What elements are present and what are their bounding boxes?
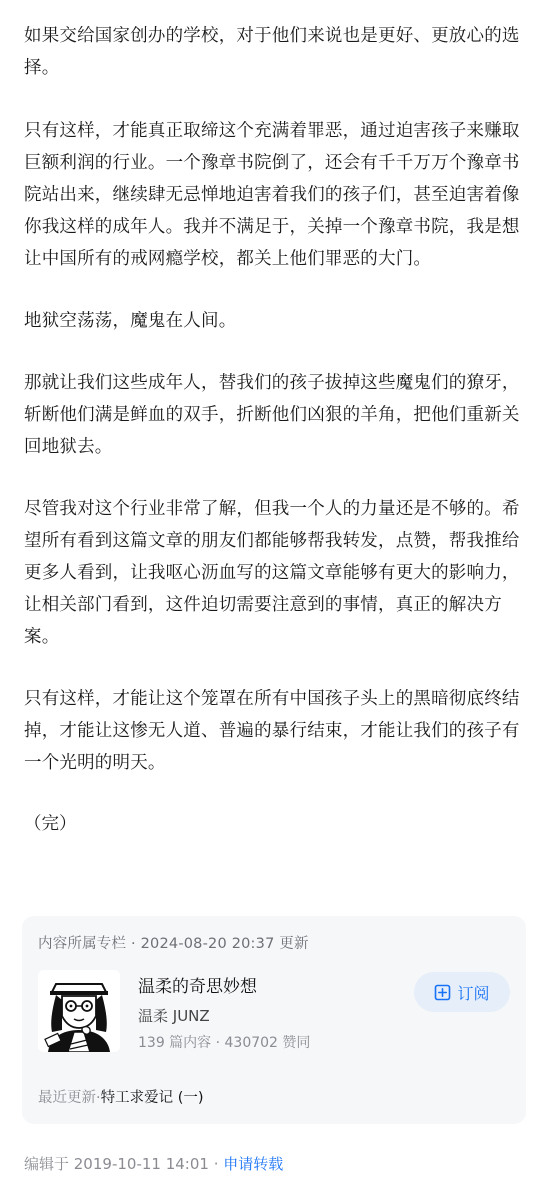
column-avatar[interactable] <box>38 970 120 1052</box>
recent-update-prefix: 最近更新· <box>38 1090 101 1106</box>
article-paragraph: 如果交给国家创办的学校，对于他们来说也是更好、更放心的选择。 <box>24 26 520 78</box>
repost-request-link[interactable]: 申请转载 <box>223 1155 284 1173</box>
column-stats: 139 篇内容 · 430702 赞同 <box>138 1035 311 1051</box>
edited-time: 编辑于 2019-10-11 14:01 · <box>24 1155 224 1173</box>
subscribe-button[interactable] <box>414 972 510 1012</box>
article-paragraph: 地狱空荡荡，魔鬼在人间。 <box>24 311 237 331</box>
article-paragraph: 尽管我对这个行业非常了解，但我一个人的力量还是不够的。希望所有看到这篇文章的朋友们都能够帮我转发，点赞，帮我推给更多人看到，让我呕心沥血写的这篇文章能够有更大的影响力，让相关部门看到，这件迫切需要注意到的事情，真正的解决方案。 <box>24 499 520 647</box>
recent-update-title[interactable]: 特工求爱记 (一) <box>100 1090 204 1106</box>
article-paragraph: 那就让我们这些成年人，替我们的孩子拔掉这些魔鬼们的獠牙，斩断他们满是鲜血的双手，折断他们凶狠的羊角，把他们重新关回地狱去。 <box>24 373 520 457</box>
cartoon-avatar-icon <box>38 970 120 1052</box>
column-card[interactable] <box>22 916 526 1124</box>
article-paragraph: 只有这样，才能让这个笼罩在所有中国孩子头上的黑暗彻底终结掉，才能让这惨无人道、普遍的暴行结束，才能让我们的孩子有一个光明的明天。 <box>24 689 520 773</box>
column-author[interactable]: 温柔 JUNZ <box>138 1007 210 1025</box>
article-body <box>24 20 524 840</box>
article-footer <box>24 1153 283 1174</box>
article-end-mark: （完） <box>24 814 77 834</box>
subscribe-icon <box>434 984 451 1001</box>
column-title[interactable]: 温柔的奇思妙想 <box>138 977 257 997</box>
column-meta: 内容所属专栏 · 2024-08-20 20:37 更新 <box>38 936 309 952</box>
recent-update[interactable] <box>38 1086 204 1107</box>
subscribe-label: 订阅 <box>457 983 490 1003</box>
article-paragraph: 只有这样，才能真正取缔这个充满着罪恶，通过迫害孩子来赚取巨额利润的行业。一个豫章书院倒了，还会有千千万万个豫章书院站出来，继续肆无忌惮地迫害着我们的孩子们，甚至迫害着像你我这样的成年人。我并不满足于，关掉一个豫章书院，我是想让中国所有的戒网瘾学校，都关上他们罪恶的大门。 <box>24 121 520 269</box>
